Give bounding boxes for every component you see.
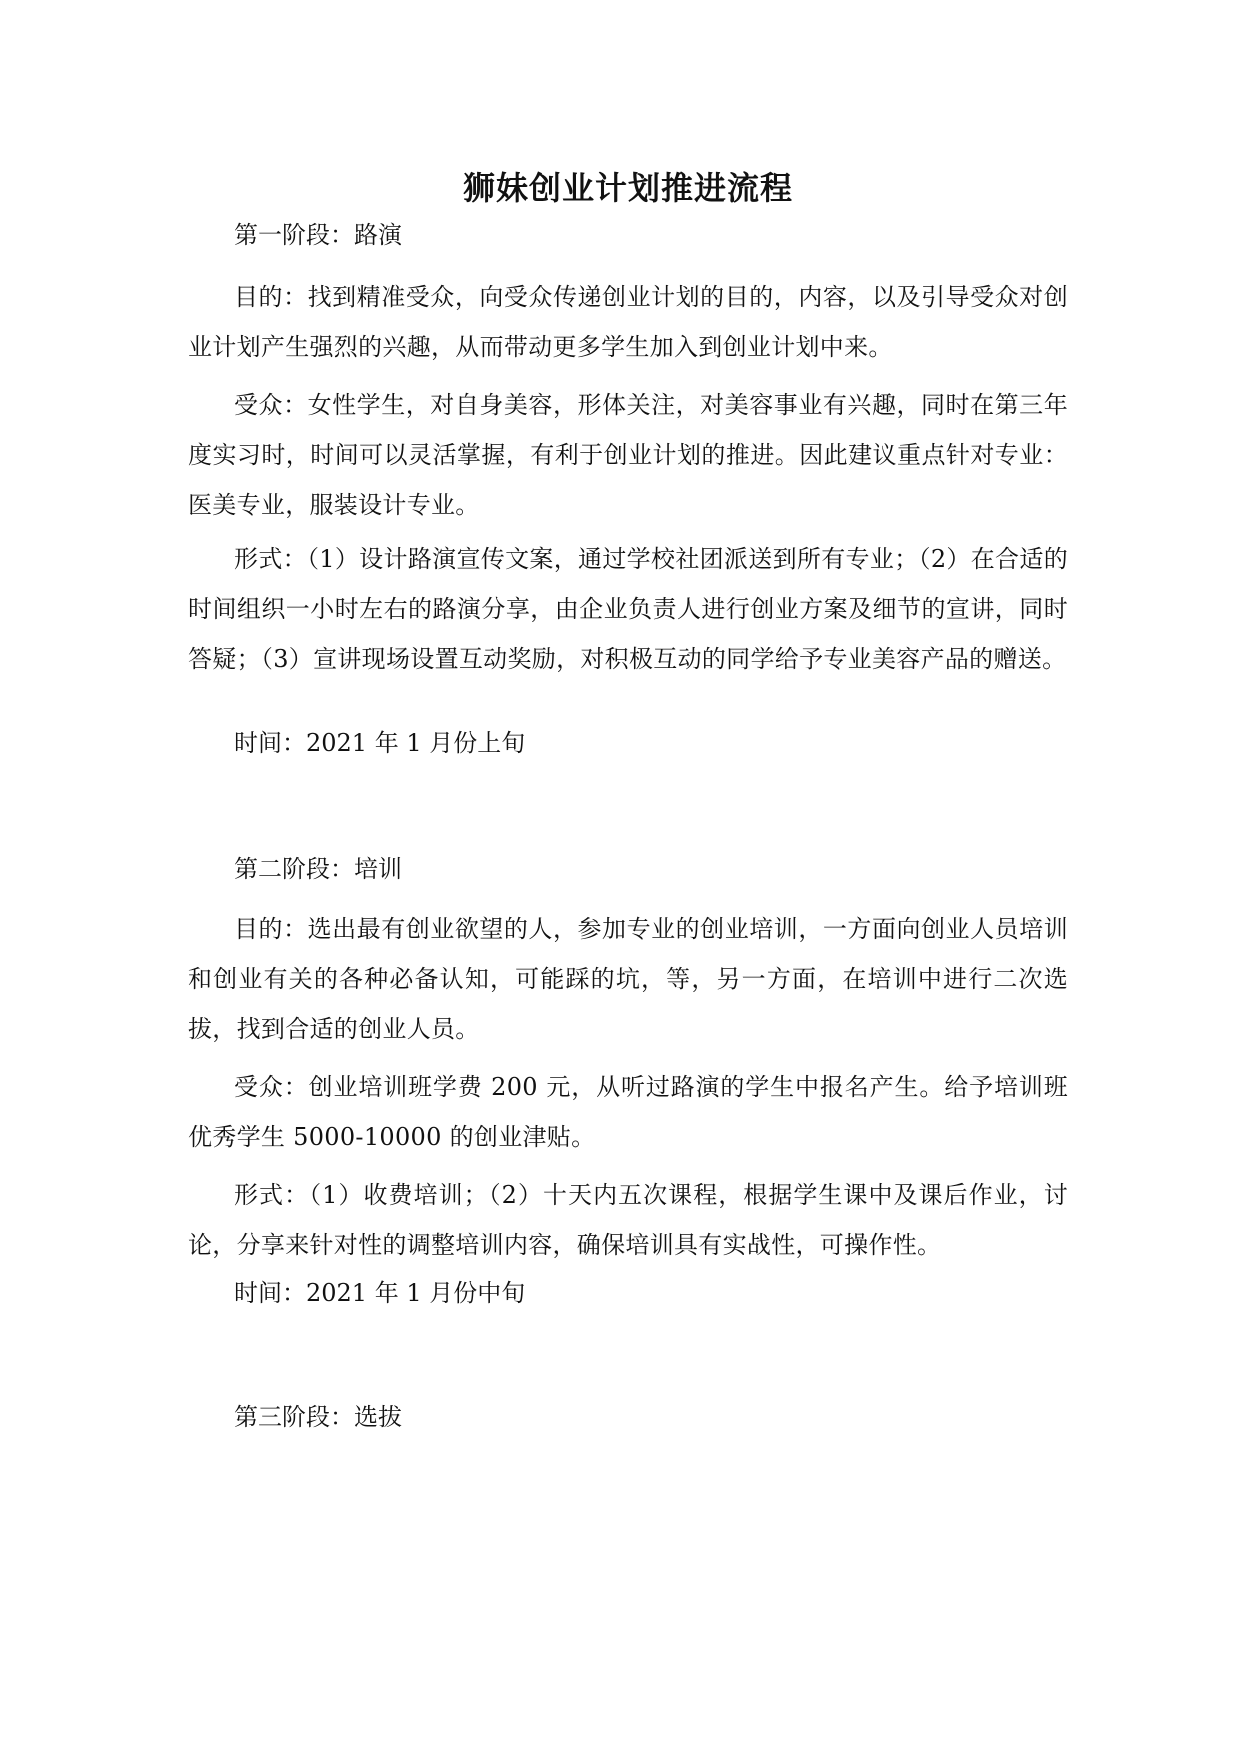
stage-2-heading: 第二阶段：培训	[234, 855, 402, 883]
stage-1-purpose: 目的：找到精准受众，向受众传递创业计划的目的，内容，以及引导受众对创业计划产生强烈的兴趣，从而带动更多学生加入到创业计划中来。	[188, 283, 1068, 361]
stage-1-time: 时间：2021 年 1 月份上旬	[234, 729, 526, 757]
stage-2-time: 时间：2021 年 1 月份中旬	[234, 1279, 526, 1307]
document-title: 狮妹创业计划推进流程	[462, 169, 793, 207]
document-page	[188, 0, 1068, 1754]
stage-3-heading: 第三阶段：选拔	[234, 1403, 402, 1431]
stage-2-purpose: 目的：选出最有创业欲望的人，参加专业的创业培训，一方面向创业人员培训和创业有关的各种必备认知，可能踩的坑，等，另一方面，在培训中进行二次选拔，找到合适的创业人员。	[188, 915, 1068, 1043]
stage-1-format: 形式：（1）设计路演宣传文案，通过学校社团派送到所有专业；（2）在合适的时间组织一小时左右的路演分享，由企业负责人进行创业方案及细节的宣讲，同时答疑；（3）宣讲现场设置互动奖励，对积极互动的同学给予专业美容产品的赠送。	[188, 545, 1068, 673]
stage-1-heading: 第一阶段：路演	[234, 221, 402, 249]
stage-1-audience: 受众：女性学生，对自身美容，形体关注，对美容事业有兴趣，同时在第三年度实习时，时间可以灵活掌握，有利于创业计划的推进。因此建议重点针对专业：医美专业，服装设计专业。	[188, 391, 1068, 519]
stage-2-audience: 受众：创业培训班学费 200 元，从听过路演的学生中报名产生。给予培训班优秀学生 5000-10000 的创业津贴。	[188, 1073, 1068, 1151]
stage-2-format: 形式：（1）收费培训；（2）十天内五次课程，根据学生课中及课后作业，讨论，分享来针对性的调整培训内容，确保培训具有实战性，可操作性。	[188, 1181, 1068, 1259]
